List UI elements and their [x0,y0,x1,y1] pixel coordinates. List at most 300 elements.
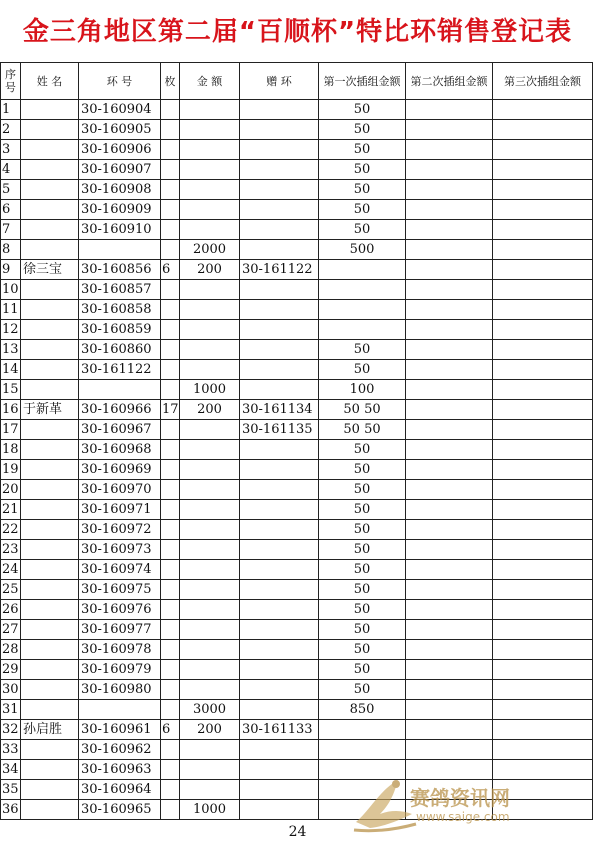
cell-third-round [493,740,593,760]
cell-second-round [406,680,493,700]
cell-amount [180,660,240,680]
header-second-round: 第二次插组金额 [406,63,493,100]
cell-no: 11 [1,300,21,320]
cell-second-round [406,580,493,600]
cell-no: 36 [1,800,21,820]
cell-quantity [161,360,180,380]
cell-gift-ring [240,320,319,340]
cell-quantity [161,560,180,580]
cell-amount [180,780,240,800]
cell-name [21,200,79,220]
cell-third-round [493,140,593,160]
cell-second-round [406,220,493,240]
cell-third-round [493,300,593,320]
cell-quantity [161,420,180,440]
cell-gift-ring [240,340,319,360]
table-row [1,160,593,180]
cell-ring-number: 30-161122 [79,360,161,380]
cell-name [21,180,79,200]
cell-amount [180,140,240,160]
cell-name [21,780,79,800]
cell-quantity [161,100,180,120]
cell-second-round [406,620,493,640]
cell-second-round [406,720,493,740]
cell-no: 24 [1,560,21,580]
cell-second-round [406,240,493,260]
cell-name [21,800,79,820]
cell-second-round [406,380,493,400]
cell-gift-ring [240,760,319,780]
header-gift: 赠 环 [240,63,319,100]
cell-no: 31 [1,700,21,720]
cell-name: 于新革 [21,400,79,420]
cell-gift-ring: 30-161135 [240,420,319,440]
cell-name [21,220,79,240]
table-row [1,580,593,600]
cell-quantity [161,160,180,180]
cell-ring-number: 30-160968 [79,440,161,460]
cell-name [21,460,79,480]
cell-third-round [493,460,593,480]
cell-first-round: 50 [319,180,406,200]
cell-third-round [493,700,593,720]
cell-amount [180,680,240,700]
cell-third-round [493,340,593,360]
cell-amount [180,540,240,560]
cell-no: 16 [1,400,21,420]
cell-ring-number: 30-160963 [79,760,161,780]
table-row [1,340,593,360]
cell-ring-number: 30-160977 [79,620,161,640]
cell-third-round [493,100,593,120]
cell-gift-ring [240,700,319,720]
cell-no: 18 [1,440,21,460]
cell-amount: 200 [180,400,240,420]
cell-gift-ring [240,520,319,540]
cell-quantity [161,660,180,680]
cell-no: 19 [1,460,21,480]
cell-gift-ring [240,680,319,700]
cell-third-round [493,320,593,340]
cell-second-round [406,640,493,660]
cell-name [21,440,79,460]
cell-amount [180,440,240,460]
cell-no: 7 [1,220,21,240]
cell-quantity [161,500,180,520]
cell-no: 12 [1,320,21,340]
cell-amount [180,320,240,340]
cell-second-round [406,560,493,580]
cell-third-round [493,240,593,260]
cell-quantity [161,460,180,480]
cell-ring-number: 30-160961 [79,720,161,740]
cell-no: 26 [1,600,21,620]
cell-quantity [161,480,180,500]
cell-quantity: 6 [161,260,180,280]
cell-amount [180,220,240,240]
cell-name [21,660,79,680]
cell-no: 27 [1,620,21,640]
cell-third-round [493,660,593,680]
cell-ring-number: 30-160973 [79,540,161,560]
cell-ring-number: 30-160909 [79,200,161,220]
cell-ring-number: 30-160979 [79,660,161,680]
cell-first-round [319,720,406,740]
table-row [1,320,593,340]
cell-no: 33 [1,740,21,760]
header-third-round: 第三次插组金额 [493,63,593,100]
table-row [1,660,593,680]
cell-second-round [406,100,493,120]
cell-ring-number: 30-160858 [79,300,161,320]
cell-no: 13 [1,340,21,360]
cell-gift-ring [240,140,319,160]
cell-gift-ring [240,740,319,760]
cell-no: 30 [1,680,21,700]
table-row [1,680,593,700]
cell-third-round [493,680,593,700]
cell-amount [180,520,240,540]
cell-third-round [493,640,593,660]
cell-ring-number: 30-160904 [79,100,161,120]
cell-name [21,480,79,500]
cell-name [21,560,79,580]
cell-quantity [161,200,180,220]
table-row [1,740,593,760]
cell-second-round [406,300,493,320]
watermark-text: 赛鸽资讯网 [410,786,510,810]
cell-second-round [406,360,493,380]
cell-no: 9 [1,260,21,280]
watermark-url: www.saige.com [416,810,510,824]
cell-name [21,540,79,560]
table-header-row [1,63,593,100]
cell-third-round [493,360,593,380]
table-row [1,280,593,300]
cell-first-round: 100 [319,380,406,400]
cell-gift-ring [240,640,319,660]
cell-second-round [406,260,493,280]
cell-ring-number [79,700,161,720]
cell-quantity [161,580,180,600]
cell-quantity [161,240,180,260]
table-row [1,140,593,160]
cell-ring-number: 30-160860 [79,340,161,360]
cell-name [21,520,79,540]
cell-quantity [161,180,180,200]
table-row [1,520,593,540]
cell-name [21,680,79,700]
table-row [1,640,593,660]
table-row [1,360,593,380]
cell-third-round [493,400,593,420]
table-row [1,460,593,480]
cell-gift-ring [240,800,319,820]
cell-ring-number [79,380,161,400]
cell-ring-number [79,240,161,260]
cell-amount [180,620,240,640]
cell-name [21,140,79,160]
table-row [1,200,593,220]
cell-quantity [161,800,180,820]
cell-second-round [406,440,493,460]
table-row [1,220,593,240]
cell-first-round: 50 [319,480,406,500]
cell-first-round: 50 [319,120,406,140]
cell-gift-ring [240,300,319,320]
cell-quantity [161,440,180,460]
cell-third-round [493,580,593,600]
cell-quantity: 6 [161,720,180,740]
table-row [1,620,593,640]
cell-gift-ring [240,100,319,120]
table-row [1,560,593,580]
header-first-round: 第一次插组金额 [319,63,406,100]
table-row [1,720,593,740]
cell-amount [180,160,240,180]
cell-no: 29 [1,660,21,680]
cell-second-round [406,120,493,140]
cell-third-round [493,380,593,400]
cell-gift-ring [240,560,319,580]
cell-gift-ring [240,200,319,220]
cell-name [21,620,79,640]
cell-second-round [406,400,493,420]
cell-gift-ring [240,240,319,260]
cell-no: 1 [1,100,21,120]
table-row [1,100,593,120]
cell-gift-ring [240,620,319,640]
cell-ring-number: 30-160906 [79,140,161,160]
cell-quantity [161,680,180,700]
cell-no: 3 [1,140,21,160]
cell-gift-ring [240,480,319,500]
cell-third-round [493,520,593,540]
cell-no: 20 [1,480,21,500]
cell-first-round: 50 [319,500,406,520]
cell-ring-number: 30-160965 [79,800,161,820]
cell-ring-number: 30-160859 [79,320,161,340]
cell-gift-ring [240,380,319,400]
cell-first-round [319,320,406,340]
cell-amount: 3000 [180,700,240,720]
cell-gift-ring [240,180,319,200]
cell-first-round: 50 [319,360,406,380]
table-body [1,100,593,820]
cell-ring-number: 30-160974 [79,560,161,580]
cell-name [21,760,79,780]
cell-no: 4 [1,160,21,180]
cell-quantity [161,300,180,320]
cell-first-round: 50 50 [319,400,406,420]
table-row [1,480,593,500]
cell-first-round: 50 [319,580,406,600]
cell-name [21,100,79,120]
cell-no: 23 [1,540,21,560]
cell-no: 32 [1,720,21,740]
cell-third-round [493,620,593,640]
table-row [1,120,593,140]
cell-first-round: 50 [319,140,406,160]
cell-quantity [161,220,180,240]
cell-second-round [406,420,493,440]
cell-third-round [493,480,593,500]
cell-name [21,320,79,340]
cell-ring-number: 30-160908 [79,180,161,200]
cell-ring-number: 30-160972 [79,520,161,540]
cell-second-round [406,160,493,180]
cell-ring-number: 30-160980 [79,680,161,700]
cell-quantity [161,280,180,300]
cell-name [21,340,79,360]
cell-third-round [493,160,593,180]
cell-amount [180,460,240,480]
cell-gift-ring [240,660,319,680]
cell-ring-number: 30-160907 [79,160,161,180]
cell-second-round [406,500,493,520]
cell-third-round [493,600,593,620]
cell-ring-number: 30-160976 [79,600,161,620]
cell-gift-ring [240,540,319,560]
cell-amount [180,480,240,500]
cell-second-round [406,200,493,220]
cell-amount [180,120,240,140]
cell-second-round [406,280,493,300]
cell-amount [180,420,240,440]
cell-first-round: 50 [319,660,406,680]
cell-gift-ring [240,500,319,520]
cell-first-round: 50 [319,620,406,640]
cell-ring-number: 30-160966 [79,400,161,420]
table-row [1,500,593,520]
table-row [1,240,593,260]
cell-first-round: 50 [319,160,406,180]
cell-ring-number: 30-160910 [79,220,161,240]
table-row [1,400,593,420]
cell-quantity [161,520,180,540]
cell-quantity [161,740,180,760]
cell-no: 10 [1,280,21,300]
table-row [1,180,593,200]
cell-quantity [161,760,180,780]
cell-quantity [161,320,180,340]
cell-gift-ring [240,120,319,140]
cell-second-round [406,140,493,160]
cell-name [21,740,79,760]
cell-third-round [493,720,593,740]
cell-ring-number: 30-160905 [79,120,161,140]
cell-name: 孙启胜 [21,720,79,740]
cell-no: 25 [1,580,21,600]
cell-quantity [161,780,180,800]
cell-name [21,120,79,140]
cell-third-round [493,440,593,460]
cell-quantity [161,140,180,160]
page-number: 24 [288,824,307,840]
cell-amount [180,560,240,580]
cell-third-round [493,540,593,560]
cell-third-round [493,220,593,240]
cell-no: 2 [1,120,21,140]
cell-second-round [406,460,493,480]
cell-name [21,280,79,300]
cell-quantity [161,600,180,620]
cell-name [21,700,79,720]
table-row [1,420,593,440]
cell-name [21,360,79,380]
cell-amount [180,180,240,200]
cell-first-round: 50 [319,520,406,540]
cell-amount: 200 [180,720,240,740]
document-title: 金三角地区第二届“百顺杯”特比环销售登记表 [22,17,573,47]
cell-first-round [319,300,406,320]
cell-name: 徐三宝 [21,260,79,280]
cell-no: 5 [1,180,21,200]
cell-ring-number: 30-160975 [79,580,161,600]
cell-second-round [406,660,493,680]
cell-quantity [161,120,180,140]
cell-no: 14 [1,360,21,380]
cell-amount: 2000 [180,240,240,260]
table-row [1,300,593,320]
cell-ring-number: 30-160970 [79,480,161,500]
cell-quantity [161,540,180,560]
cell-first-round: 50 [319,200,406,220]
cell-amount [180,580,240,600]
cell-gift-ring [240,780,319,800]
cell-third-round [493,200,593,220]
cell-ring-number: 30-160964 [79,780,161,800]
cell-third-round [493,500,593,520]
header-qty: 枚 [161,63,180,100]
cell-amount [180,500,240,520]
cell-no: 21 [1,500,21,520]
table-row [1,700,593,720]
cell-second-round [406,600,493,620]
cell-second-round [406,520,493,540]
cell-name [21,240,79,260]
cell-gift-ring [240,600,319,620]
cell-no: 8 [1,240,21,260]
cell-ring-number: 30-160967 [79,420,161,440]
cell-no: 35 [1,780,21,800]
cell-first-round: 500 [319,240,406,260]
header-amount: 金 额 [180,63,240,100]
cell-amount [180,760,240,780]
header-ring: 环 号 [79,63,161,100]
cell-first-round: 50 [319,460,406,480]
cell-name [21,580,79,600]
cell-gift-ring: 30-161133 [240,720,319,740]
cell-gift-ring [240,160,319,180]
cell-name [21,600,79,620]
cell-amount [180,200,240,220]
cell-first-round: 50 [319,440,406,460]
cell-amount [180,740,240,760]
cell-quantity [161,380,180,400]
cell-second-round [406,480,493,500]
cell-third-round [493,260,593,280]
table-row [1,380,593,400]
cell-gift-ring: 30-161134 [240,400,319,420]
cell-first-round [319,260,406,280]
cell-no: 34 [1,760,21,780]
cell-second-round [406,180,493,200]
cell-first-round: 50 [319,600,406,620]
cell-ring-number: 30-160962 [79,740,161,760]
cell-first-round: 50 [319,640,406,660]
cell-third-round [493,120,593,140]
